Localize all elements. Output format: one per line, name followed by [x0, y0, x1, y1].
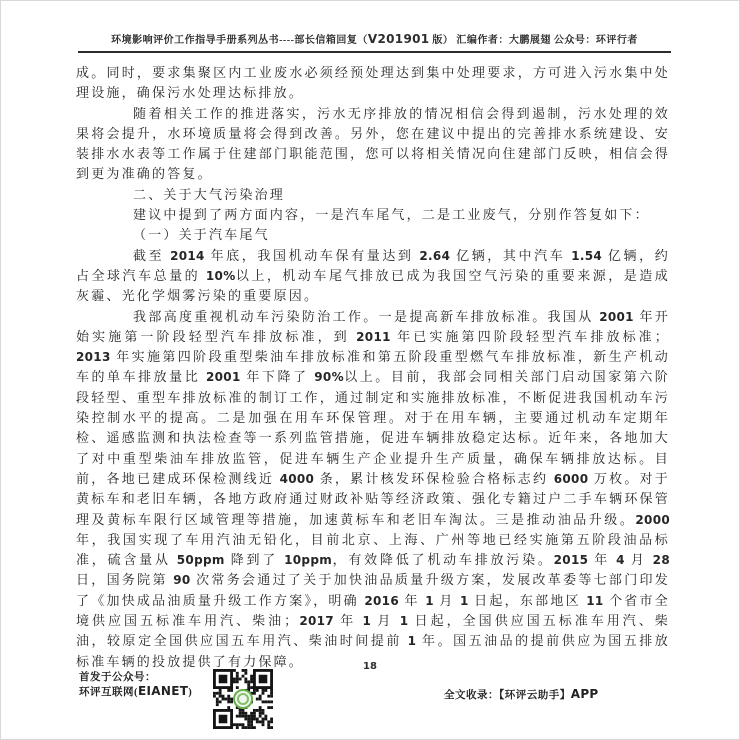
qr-code	[213, 668, 273, 730]
header-title: 环境影响评价工作指导手册系列丛书----部长信箱回复（V201901 版） 汇编作者：大鹏展翅 公众号：环评行者	[111, 32, 638, 46]
paragraph: 截至 2014 年底，我国机动车保有量达到 2.64 亿辆，其中汽车 1.54 亿辆，约占全球汽车总量的 10%以上，机动车尾气排放已成为我国空气污染的重要来源，是造成灰霾、光化学烟雾污染的重要原因。	[76, 247, 670, 304]
footer-publisher-line1: 首发于公众号：	[79, 672, 156, 683]
paragraph: 我部高度重视机动车污染防治工作。一是提高新车排放标准。我国从 2001 年开始实施第一阶段轻型汽车排放标准，到 2011 年已实施第四阶段轻型汽车排放标准；2013 年实施第四阶段重型柴油车排放标准和第五阶段重型燃气车排放标准，新生产机动车的单车排放量比 2001 年下降了 90%以上。目前，我部会同相关部门启动国家第六阶段轻型、重型车排放标准的制订工作，通过制定和实施排放标准，不断促进我国机动车污染控制水平的提高。二是加强在用车环保管理。对于在用车辆，主要通过机动车定期年检、遥感监测和执法检查等一系列监管措施，促进车辆排放稳定达标。近年来，各地加大了对中重型柴油车排放监管，促进车辆生产企业提升生产质量，确保车辆排放达标。目前，各地已建成环保检测线近 4000 条，累计核发环保检验合格标志约 6000 万枚。对于黄标车和老旧车辆，各地方政府通过财政补贴等经济政策、强化专籍过户二手车辆环保管理及黄标车限行区域管理等措施，加速黄标车和老旧车淘汰。三是推动油品升级。2000 年，我国实现了车用汽油无铅化，目前北京、上海、广州等地已经实施第五阶段油品标准，硫含量从 50ppm 降到了 10ppm，有效降低了机动车排放污染。2015 年 4 月 28 日，国务院第 90 次常务会通过了关于加快油品质量升级方案，发展改革委等七部门印发了《加快成品油质量升级工作方案》，明确 2016 年 1 月 1 日起，东部地区 11 个省市全境供应国五标准车用汽、柴油；2017 年 1 月 1 日起，全国供应国五标准车用汽、柴油，较原定全国供应国五车用汽、柴油时间提前 1 年。国五油品的提前供应为国五排放标准车辆的投放提供了有力保障。	[76, 308, 671, 669]
paragraph: 二、关于大气污染治理	[133, 186, 286, 202]
paragraph: 随着相关工作的推进落实，污水无序排放的情况相信会得到遏制，污水处理的效果将会提升，水环境质量将会得到改善。另外，您在建议中提出的完善排水系统建设、安装排水水表等工作属于住建部门职能范围，您可以将相关情况向住建部门反映，相信会得到更为准确的答复。	[76, 105, 670, 182]
page-number: 18	[363, 661, 377, 672]
footer-app-note	[444, 687, 599, 702]
paragraph: （一）关于汽车尾气	[133, 227, 270, 243]
footer-app-note-text: 全文收录：【环评云助手】APP	[444, 687, 599, 701]
qr-center-logo-icon	[233, 689, 253, 709]
paragraph: 建议中提到了两方面内容，一是汽车尾气，二是工业废气，分别作答复如下：	[133, 207, 650, 223]
footer-publisher	[79, 671, 192, 699]
page-header	[78, 31, 671, 53]
paragraph: 成。同时，要求集聚区内工业废水必须经预处理达到集中处理要求，方可进入污水集中处理设施，确保污水处理达标排放。	[76, 65, 670, 101]
footer-publisher-line2: 环评互联网(EIANET)	[79, 683, 193, 698]
document-body	[76, 63, 670, 672]
